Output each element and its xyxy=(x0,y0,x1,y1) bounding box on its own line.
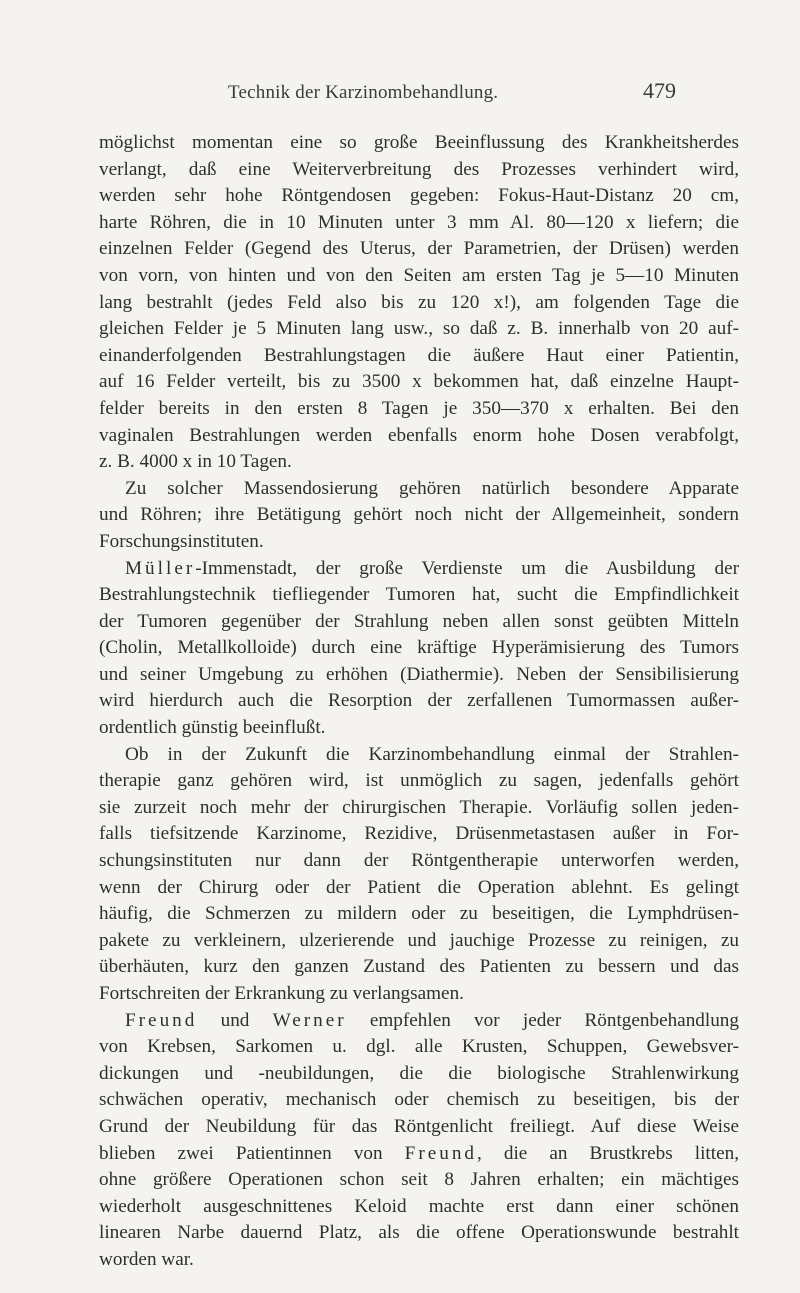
text-line: blieben zwei Patientinnen von Freund, die an Brustkrebs litten, xyxy=(99,1142,739,1164)
text-line: wenn der Chirurg oder der Patient die Operation ablehnt. Es gelingt xyxy=(99,876,739,898)
text-line: Ob in der Zukunft die Karzinombehandlung einmal der Strahlen- xyxy=(125,743,739,765)
text-line: gleichen Felder je 5 Minuten lang usw., so daß z. B. innerhalb von 20 auf- xyxy=(99,318,739,340)
text-line: pakete zu verkleinern, ulzerierende und jauchige Prozesse zu reinigen, zu xyxy=(99,929,739,951)
author-name: Werner xyxy=(272,1009,347,1031)
text-line: von Krebsen, Sarkomen u. dgl. alle Krusten, Schuppen, Gewebsver- xyxy=(99,1036,739,1058)
text-line: der Tumoren gegenüber der Strahlung neben allen sonst geübten Mitteln xyxy=(99,610,739,632)
author-name: Freund xyxy=(404,1142,478,1164)
text-line: harte Röhren, die in 10 Minuten unter 3 mm Al. 80—120 x liefern; die xyxy=(99,211,739,233)
text-line: einzelnen Felder (Gegend des Uterus, der Parametrien, der Drüsen) werden xyxy=(99,238,739,260)
text-line: Müller-Immenstadt, der große Verdienste um die Ausbildung der xyxy=(125,557,739,579)
text-line: werden sehr hohe Röntgendosen gegeben: Fokus-Haut-Distanz 20 cm, xyxy=(99,185,739,207)
text-line: einanderfolgenden Bestrahlungstagen die äußere Haut einer Patientin, xyxy=(99,344,739,366)
text-line: Fortschreiten der Erkrankung zu verlangsamen. xyxy=(99,983,464,1004)
author-name: Müller xyxy=(125,557,196,579)
text-line: linearen Narbe dauernd Platz, als die offene Operationswunde bestrahlt xyxy=(99,1222,739,1244)
text-line: lang bestrahlt (jedes Feld also bis zu 120 x!), am folgenden Tage die xyxy=(99,291,739,313)
text-line: Zu solcher Massendosierung gehören natürlich besondere Apparate xyxy=(125,477,739,499)
text-line: felder bereits in den ersten 8 Tagen je 350—370 x erhalten. Bei den xyxy=(99,397,739,419)
text-line: sie zurzeit noch mehr der chirurgischen Therapie. Vorläufig sollen jeden- xyxy=(99,796,739,818)
text-line: wird hierdurch auch die Resorption der zerfallenen Tumormassen außer- xyxy=(99,690,739,712)
text-line: Forschungsinstituten. xyxy=(99,530,264,552)
text-line: z. B. 4000 x in 10 Tagen. xyxy=(99,451,292,473)
text-line: häufig, die Schmerzen zu mildern oder zu beseitigen, die Lymphdrüsen- xyxy=(99,903,739,925)
text-line: wiederholt ausgeschnittenes Keloid machte erst dann einer schönen xyxy=(99,1195,739,1217)
text-line: überhäuten, kurz den ganzen Zustand des Patienten zu bessern und das xyxy=(99,956,739,978)
running-title: Technik der Karzinombehandlung. xyxy=(228,82,499,103)
text-line: schwächen operativ, mechanisch oder chemisch zu beseitigen, bis der xyxy=(99,1089,739,1111)
text-line: ordentlich günstig beeinflußt. xyxy=(99,717,326,739)
text-line: worden war. xyxy=(99,1248,194,1270)
body-text xyxy=(99,130,739,1274)
text-line: therapie ganz gehören wird, ist unmöglich zu sagen, jedenfalls gehört xyxy=(99,770,739,792)
text-line: und Röhren; ihre Betätigung gehört noch nicht der Allgemeinheit, sondern xyxy=(99,504,739,526)
text-line: (Cholin, Metallkolloide) durch eine kräftige Hyperämisierung des Tumors xyxy=(99,637,739,659)
text-line: verlangt, daß eine Weiterverbreitung des Prozesses verhindert wird, xyxy=(99,158,739,180)
author-name: Freund xyxy=(125,1009,198,1031)
page-header xyxy=(0,78,800,112)
text-line: Freund und Werner empfehlen vor jeder Röntgenbehandlung xyxy=(125,1009,739,1031)
text-line: und seiner Umgebung zu erhöhen (Diathermie). Neben der Sensibilisierung xyxy=(99,663,739,685)
text-line: Bestrahlungstechnik tiefliegender Tumoren hat, sucht die Empfindlichkeit xyxy=(99,584,739,606)
text-line: Grund der Neubildung für das Röntgenlicht freiliegt. Auf diese Weise xyxy=(99,1115,739,1137)
text-line: schungsinstituten nur dann der Röntgentherapie unterworfen werden, xyxy=(99,850,739,872)
text-line: auf 16 Felder verteilt, bis zu 3500 x bekommen hat, daß einzelne Haupt- xyxy=(99,371,739,393)
text-line: möglichst momentan eine so große Beeinflussung des Krankheitsherdes xyxy=(99,132,739,153)
page-number: 479 xyxy=(643,78,676,103)
text-line: dickungen und -neubildungen, die die biologische Strahlenwirkung xyxy=(99,1062,739,1084)
text-line: ohne größere Operationen schon seit 8 Jahren erhalten; ein mächtiges xyxy=(99,1169,739,1191)
text-line: von vorn, von hinten und von den Seiten am ersten Tag je 5—10 Minuten xyxy=(99,264,739,286)
text-line: falls tiefsitzende Karzinome, Rezidive, Drüsenmetastasen außer in For- xyxy=(99,823,739,845)
text-line: vaginalen Bestrahlungen werden ebenfalls enorm hohe Dosen verabfolgt, xyxy=(99,424,739,446)
